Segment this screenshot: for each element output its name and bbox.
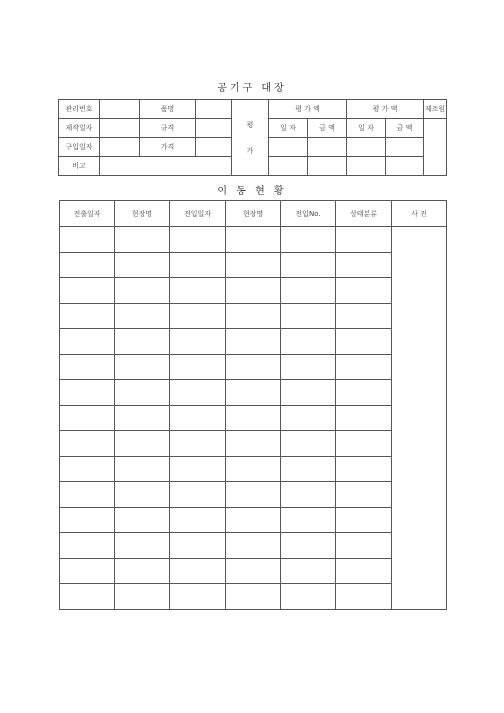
transfer-in-date-cell[interactable] <box>170 227 226 253</box>
purchase-date-value[interactable] <box>100 138 140 157</box>
site-name-2-cell[interactable] <box>226 405 281 431</box>
eval-date-2a[interactable] <box>269 157 308 176</box>
site-name-2-cell[interactable] <box>226 533 281 559</box>
transfer-out-date-cell[interactable] <box>60 482 115 508</box>
eval-label-2: 가 <box>246 146 254 155</box>
transfer-out-date-cell[interactable] <box>60 303 115 329</box>
purchase-date-label: 구입일자 <box>59 138 100 157</box>
site-name-1-cell[interactable] <box>115 252 170 278</box>
transfer-out-date-cell[interactable] <box>60 584 115 610</box>
site-name-2-cell[interactable] <box>226 252 281 278</box>
site-name-2-cell[interactable] <box>226 329 281 355</box>
site-name-1-cell[interactable] <box>115 507 170 533</box>
header-site-name-2: 현장명 <box>226 201 281 227</box>
transfer-out-date-cell[interactable] <box>60 329 115 355</box>
table-row <box>60 533 447 559</box>
status-cell[interactable] <box>336 456 392 482</box>
transfer-in-date-cell[interactable] <box>170 405 226 431</box>
transfer-in-no-cell[interactable] <box>281 533 336 559</box>
site-name-1-cell[interactable] <box>115 584 170 610</box>
site-name-2-cell[interactable] <box>226 584 281 610</box>
transfer-in-no-cell[interactable] <box>281 507 336 533</box>
eval-amount-header-b: 평 가 액 <box>347 100 424 119</box>
table-row <box>60 252 447 278</box>
status-cell[interactable] <box>336 329 392 355</box>
header-transfer-in-date: 전입일자 <box>170 201 226 227</box>
site-name-1-cell[interactable] <box>115 456 170 482</box>
status-cell[interactable] <box>336 278 392 304</box>
table-row <box>60 456 447 482</box>
table-row <box>60 227 447 253</box>
transfer-in-no-cell[interactable] <box>281 456 336 482</box>
transfer-in-date-cell[interactable] <box>170 380 226 406</box>
site-name-2-cell[interactable] <box>226 380 281 406</box>
transfer-in-date-cell[interactable] <box>170 354 226 380</box>
status-cell[interactable] <box>336 354 392 380</box>
site-name-1-cell[interactable] <box>115 278 170 304</box>
header-site-name-1: 현장명 <box>115 201 170 227</box>
header-status: 상태분류 <box>336 201 392 227</box>
site-name-1-cell[interactable] <box>115 354 170 380</box>
item-name-value[interactable] <box>196 100 232 119</box>
status-cell[interactable] <box>336 533 392 559</box>
site-name-2-cell[interactable] <box>226 431 281 457</box>
transfer-in-no-cell[interactable] <box>281 227 336 253</box>
header-transfer-in-no: 전입No. <box>281 201 336 227</box>
transfer-in-date-cell[interactable] <box>170 558 226 584</box>
table-row <box>60 558 447 584</box>
ledger-title: 공기구 대장 <box>217 83 287 94</box>
table-row <box>60 278 447 304</box>
eval-amount-1a[interactable] <box>308 138 347 157</box>
eval-amount-2b[interactable] <box>386 157 424 176</box>
transfer-in-no-cell[interactable] <box>281 558 336 584</box>
site-name-1-cell[interactable] <box>115 482 170 508</box>
transfer-in-date-cell[interactable] <box>170 584 226 610</box>
transfer-in-date-cell[interactable] <box>170 456 226 482</box>
site-name-1-cell[interactable] <box>115 405 170 431</box>
maker-label: 제조원 <box>424 100 447 119</box>
table-row <box>60 329 447 355</box>
site-name-2-cell[interactable] <box>226 303 281 329</box>
eval-amount-2a[interactable] <box>308 157 347 176</box>
eval-amount-1b[interactable] <box>386 138 424 157</box>
eval-vertical-label <box>232 100 269 176</box>
spec-label: 규격 <box>140 119 196 138</box>
maker-value[interactable] <box>424 119 447 176</box>
transfer-in-date-cell[interactable] <box>170 329 226 355</box>
status-cell[interactable] <box>336 227 392 253</box>
transfer-in-no-cell[interactable] <box>281 252 336 278</box>
table-row <box>60 405 447 431</box>
ledger-info-table <box>58 99 447 176</box>
site-name-1-cell[interactable] <box>115 329 170 355</box>
table-row <box>60 380 447 406</box>
transfer-out-date-cell[interactable] <box>60 456 115 482</box>
transfer-in-no-cell[interactable] <box>281 329 336 355</box>
transfer-out-date-cell[interactable] <box>60 227 115 253</box>
table-row <box>60 431 447 457</box>
transfer-out-date-cell[interactable] <box>60 354 115 380</box>
spec-value[interactable] <box>196 119 232 138</box>
site-name-1-cell[interactable] <box>115 380 170 406</box>
transfer-in-no-cell[interactable] <box>281 405 336 431</box>
transfer-out-date-cell[interactable] <box>60 431 115 457</box>
movement-table <box>59 200 447 610</box>
status-cell[interactable] <box>336 584 392 610</box>
transfer-in-date-cell[interactable] <box>170 507 226 533</box>
site-name-1-cell[interactable] <box>115 533 170 559</box>
eval-date-2b[interactable] <box>347 157 386 176</box>
site-name-1-cell[interactable] <box>115 558 170 584</box>
transfer-in-no-cell[interactable] <box>281 354 336 380</box>
transfer-in-date-cell[interactable] <box>170 482 226 508</box>
table-row <box>60 303 447 329</box>
eval-amount-header-a: 평 가 액 <box>269 100 347 119</box>
eval-date-1a[interactable] <box>269 138 308 157</box>
transfer-in-no-cell[interactable] <box>281 278 336 304</box>
transfer-in-no-cell[interactable] <box>281 303 336 329</box>
status-cell[interactable] <box>336 482 392 508</box>
transfer-out-date-cell[interactable] <box>60 405 115 431</box>
transfer-in-date-cell[interactable] <box>170 533 226 559</box>
eval-date-header-b: 일 자 <box>347 119 386 138</box>
site-name-1-cell[interactable] <box>115 303 170 329</box>
photo-area[interactable] <box>392 227 447 610</box>
header-transfer-out-date: 전출일자 <box>60 201 115 227</box>
mgmt-no-value[interactable] <box>100 100 140 119</box>
header-photo: 사 진 <box>392 201 447 227</box>
transfer-in-date-cell[interactable] <box>170 252 226 278</box>
site-name-2-cell[interactable] <box>226 507 281 533</box>
status-cell[interactable] <box>336 507 392 533</box>
eval-date-1b[interactable] <box>347 138 386 157</box>
eval-amount-col-header-b: 금 액 <box>386 119 424 138</box>
status-cell[interactable] <box>336 303 392 329</box>
price-label: 가격 <box>140 138 196 157</box>
table-row <box>60 507 447 533</box>
site-name-2-cell[interactable] <box>226 278 281 304</box>
status-cell[interactable] <box>336 558 392 584</box>
status-cell[interactable] <box>336 252 392 278</box>
transfer-in-no-cell[interactable] <box>281 431 336 457</box>
transfer-in-no-cell[interactable] <box>281 482 336 508</box>
transfer-out-date-cell[interactable] <box>60 533 115 559</box>
status-cell[interactable] <box>336 405 392 431</box>
status-cell[interactable] <box>336 380 392 406</box>
site-name-2-cell[interactable] <box>226 558 281 584</box>
transfer-out-date-cell[interactable] <box>60 558 115 584</box>
remarks-label: 비고 <box>59 157 100 176</box>
eval-label-1: 평 <box>246 120 254 129</box>
movement-header-row <box>60 201 447 227</box>
table-row <box>60 584 447 610</box>
transfer-in-date-cell[interactable] <box>170 431 226 457</box>
remarks-value[interactable] <box>100 157 232 176</box>
mfg-date-label: 제작일자 <box>59 119 100 138</box>
table-row <box>60 482 447 508</box>
site-name-2-cell[interactable] <box>226 227 281 253</box>
site-name-2-cell[interactable] <box>226 456 281 482</box>
item-name-label: 품명 <box>140 100 196 119</box>
eval-date-header-a: 일 자 <box>269 119 308 138</box>
transfer-in-date-cell[interactable] <box>170 303 226 329</box>
transfer-out-date-cell[interactable] <box>60 278 115 304</box>
eval-amount-col-header-a: 금 액 <box>308 119 347 138</box>
transfer-in-no-cell[interactable] <box>281 584 336 610</box>
mgmt-no-label: 관리번호 <box>59 100 100 119</box>
transfer-in-date-cell[interactable] <box>170 278 226 304</box>
movement-title: 이 동 현 황 <box>217 186 287 197</box>
transfer-out-date-cell[interactable] <box>60 507 115 533</box>
site-name-1-cell[interactable] <box>115 227 170 253</box>
site-name-1-cell[interactable] <box>115 431 170 457</box>
mfg-date-value[interactable] <box>100 119 140 138</box>
table-row <box>60 354 447 380</box>
site-name-2-cell[interactable] <box>226 354 281 380</box>
price-value[interactable] <box>196 138 232 157</box>
transfer-out-date-cell[interactable] <box>60 252 115 278</box>
transfer-out-date-cell[interactable] <box>60 380 115 406</box>
transfer-in-no-cell[interactable] <box>281 380 336 406</box>
status-cell[interactable] <box>336 431 392 457</box>
site-name-2-cell[interactable] <box>226 482 281 508</box>
